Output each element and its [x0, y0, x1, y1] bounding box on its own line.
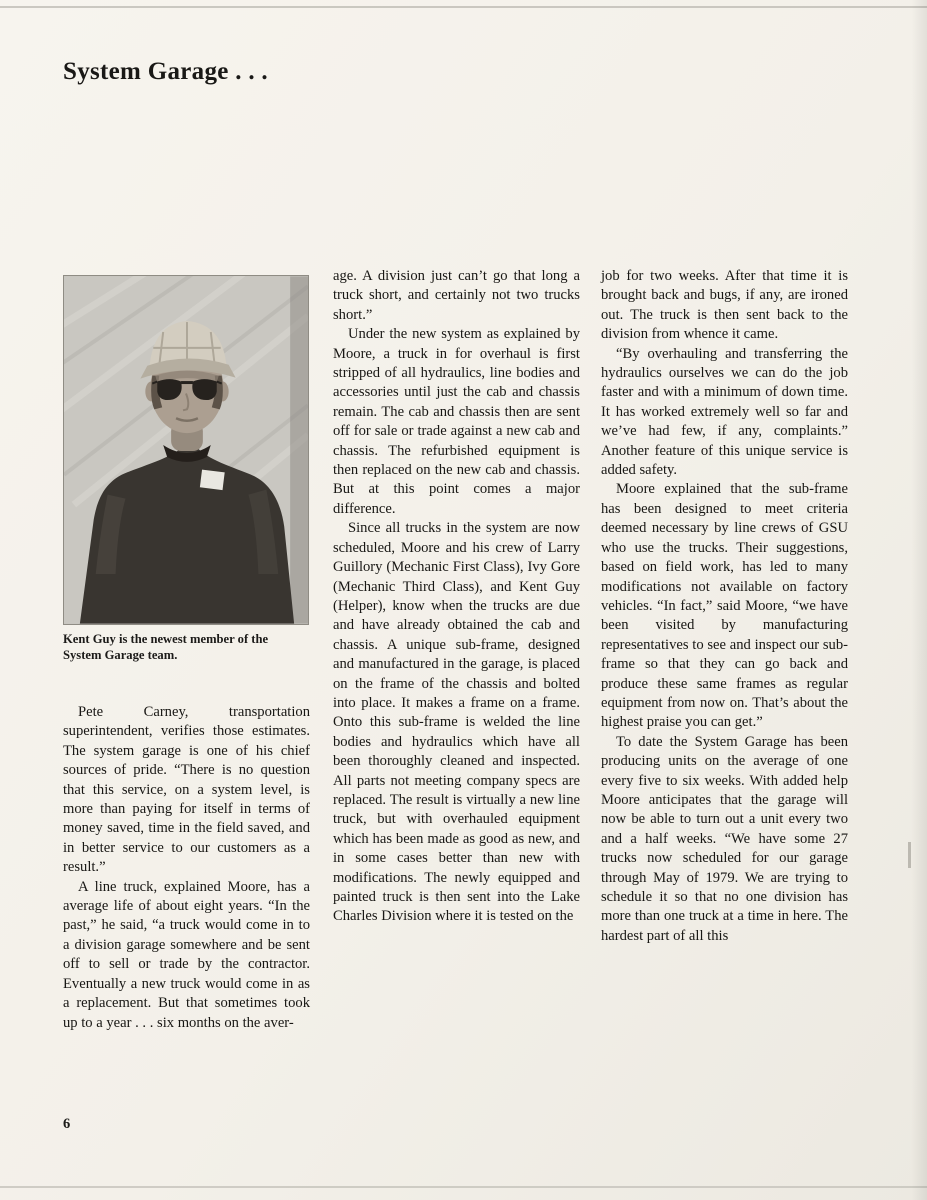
paragraph: To date the System Garage has been producing units on the average of one every five to six weeks. With added help Moore anticipates that the garage will now be able to turn out a unit every two and a half weeks. “We have some 27 trucks now scheduled for our garage through May of 1979. We are trying to schedule it so that no one division has more than one truck at a time in here. The hardest part of all this — [601, 733, 848, 944]
paragraph: A line truck, explained Moore, has a average life of about eight years. “In the past,” he said, “a truck would come in to a division garage somewhere and be sent off to sell or trade by the contractor. Eventually a new truck would come in as a replacement. But that sometimes took up to a year . . . six months on the aver- — [63, 878, 310, 1031]
column-2 — [333, 267, 580, 927]
kent-guy-photo — [63, 275, 309, 625]
paragraph: Moore explained that the sub-frame has been designed to meet criteria deemed necessary by line crews of GSU who use the trucks. Their suggestions, based on field work, has led to many modifications not available on factory vehicles. “In fact,” said Moore, “we have been visited by manufacturing representatives to see and inspect our sub-frame so that they can go back and produce these same frames as regular equipment from now on. That’s about the highest praise you can get.” — [601, 481, 848, 731]
paragraph: Since all trucks in the system are now scheduled, Moore and his crew of Larry Guillory (Mechanic First Class), Ivy Gore (Mechanic Third Class), and Kent Guy (Helper), know when the trucks are due and have already obtained the cab and chassis. A unique sub-frame, designed and manufactured in the garage, is placed on the frame of the chassis and bolted into place. It makes a frame on a frame. Onto this sub-frame is welded the line bodies and hydraulics which have all been thoroughly cleaned and inspected. All parts not meeting company specs are replaced. The result is virtually a new line truck, but with overhauled equipment which has been made as good as new, and in some cases better than new with modifications. The newly equipped and painted truck is then sent into the Lake Charles Division where it is tested on the — [333, 520, 580, 925]
chest-badge — [200, 470, 225, 491]
page-number: 6 — [63, 1116, 71, 1132]
paragraph: age. A division just can’t go that long a truck short, and certainly not two trucks short.” — [333, 268, 580, 323]
photo-caption: Kent Guy is the newest member of the System Garage team. — [63, 632, 269, 663]
paragraph: Under the new system as explained by Moore, a truck in for overhaul is first stripped of all hydraulics, line bodies and accessories until just the cab and chassis remain. The cab and chassis then are sent off for sale or trade against a new cab and chassis. The refurbished equipment is then replaced on the new cab and chassis. But at this point comes a major difference. — [333, 326, 580, 517]
photo-right-shade — [290, 276, 308, 623]
page-title: System Garage . . . — [63, 58, 268, 85]
paragraph: Pete Carney, transportation superintendent, verifies those estimates. The system garage is one of his chief sources of pride. “There is no question that this service, on a system level, is more than paying for itself in terms of money saved, time in the field saved, and in better service to our customers as a result.” — [63, 704, 310, 876]
paragraph: job for two weeks. After that time it is brought back and bugs, if any, are ironed out. The truck is then sent back to the division from whence it came. — [601, 268, 848, 343]
column-1 — [63, 703, 310, 1033]
paragraph: “By overhauling and transferring the hydraulics ourselves we can do the job faster and with a minimum of down time. It has worked extremely well so far and we’ve had few, if any, complaints.” Another feature of this unique service is added safety. — [601, 345, 848, 479]
scan-artifact-dash — [908, 842, 911, 868]
column-3 — [601, 267, 848, 946]
scan-shadow-right — [911, 0, 927, 1200]
kent-guy-photo-illustration — [64, 276, 308, 624]
scan-artifact-bottom — [0, 1186, 927, 1188]
scan-artifact-top — [0, 6, 927, 8]
